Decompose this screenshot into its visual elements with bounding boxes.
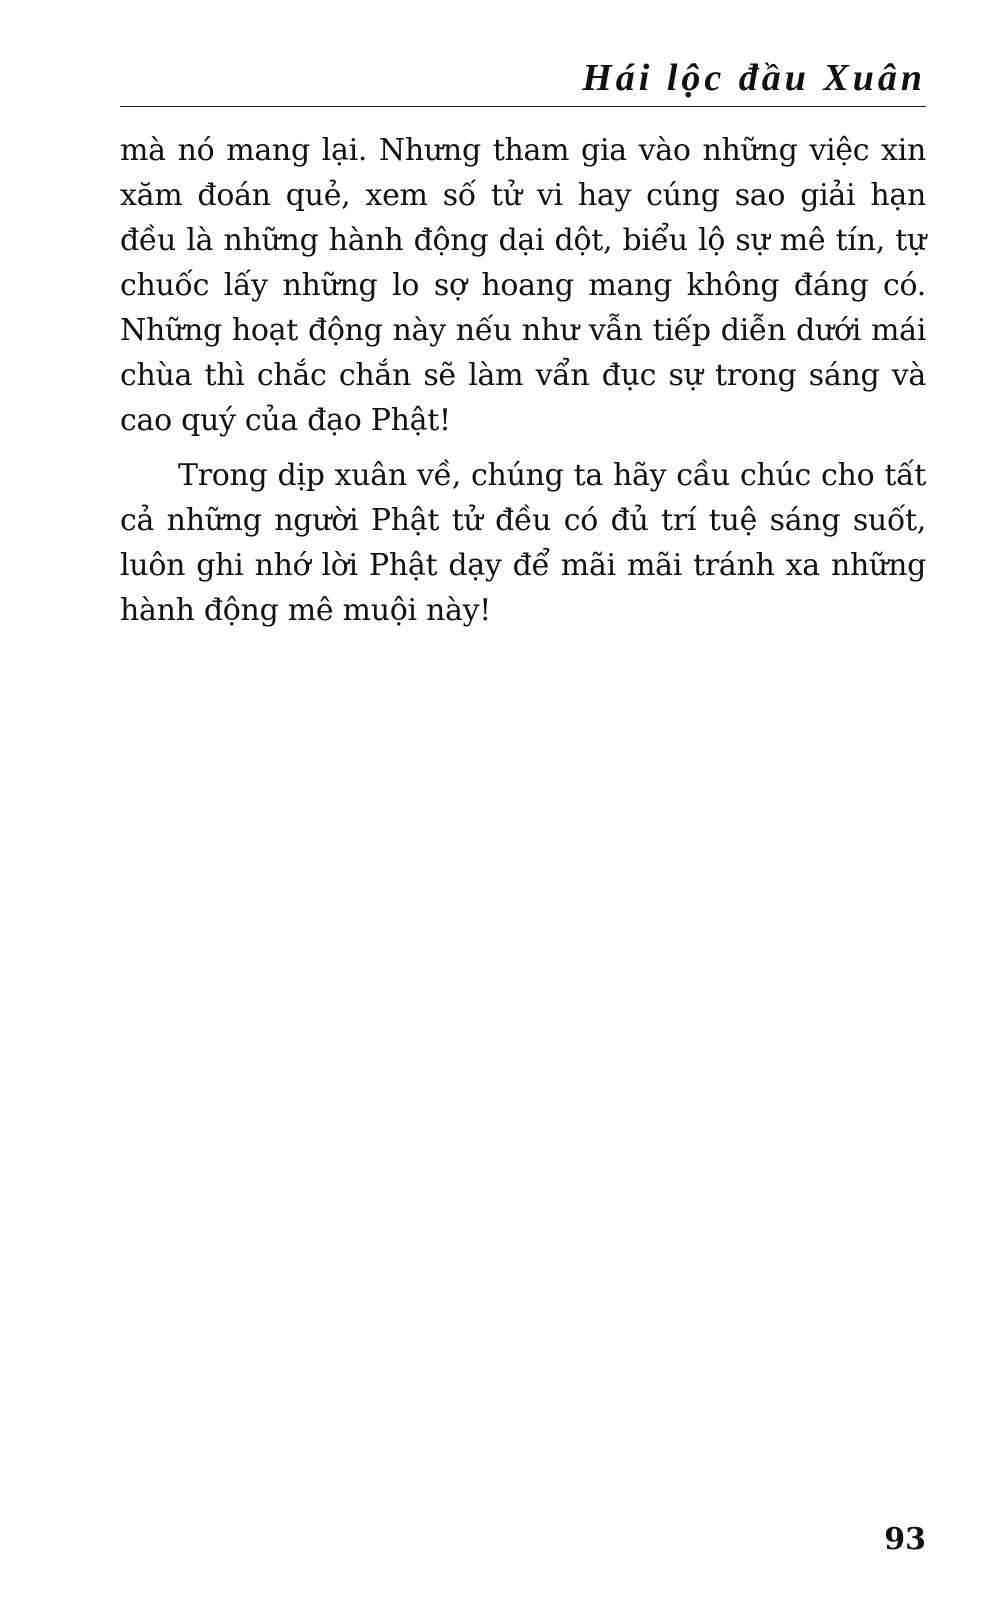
page-number: 93	[884, 1522, 926, 1557]
running-header	[120, 52, 926, 107]
body-text	[120, 128, 926, 643]
paragraph-closing: Trong dịp xuân về, chúng ta hãy cầu chúc cho tất cả những người Phật tử đều có đủ trí tuệ sáng suốt, luôn ghi nhớ lời Phật dạy để mãi mãi tránh xa những hành động mê muội này!	[120, 458, 926, 628]
running-title: Hái lộc đầu Xuân	[582, 57, 926, 99]
paragraph-continued: mà nó mang lại. Nhưng tham gia vào những việc xin xăm đoán quẻ, xem số tử vi hay cúng sao giải hạn đều là những hành động dại dột, biểu lộ sự mê tín, tự chuốc lấy những lo sợ hoang mang không đáng có. Những hoạt động này nếu như vẫn tiếp diễn dưới mái chùa thì chắc chắn sẽ làm vẩn đục sự trong sáng và cao quý của đạo Phật!	[120, 133, 926, 438]
